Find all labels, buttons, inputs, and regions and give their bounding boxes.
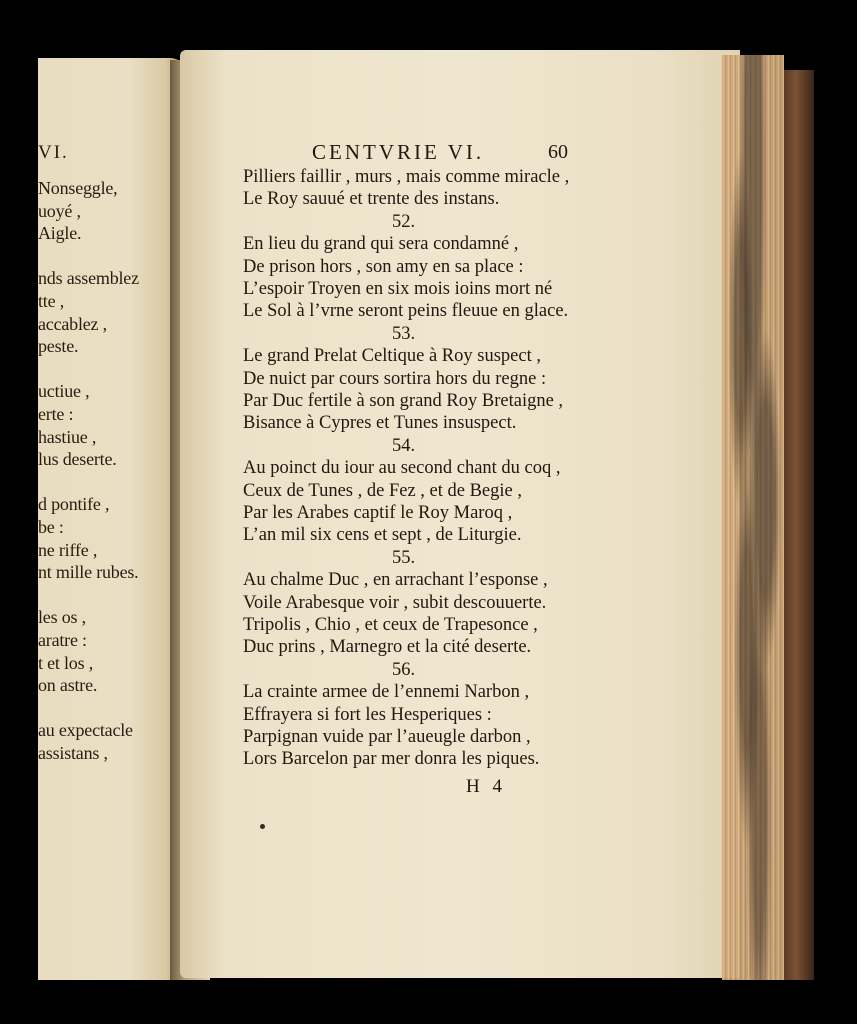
left-page-line: au expectacle <box>38 720 133 741</box>
verse-line: Lors Barcelon par mer donra les piques. <box>243 749 540 770</box>
verse-line: Par Duc fertile à son grand Roy Bretaigne , <box>243 391 564 411</box>
quatrain-number: 56. <box>392 659 416 680</box>
verse-line: Duc prins , Marnegro et la cité deserte. <box>243 637 532 658</box>
verse-line: Par les Arabes captif le Roy Maroq , <box>243 503 513 523</box>
left-page-line: uctiue , <box>38 381 90 402</box>
left-page-line: accablez , <box>38 313 107 334</box>
verse-line: De prison hors , son amy en sa place : <box>243 256 524 277</box>
left-page-line: ne riffe , <box>38 539 98 560</box>
signature-mark: H 4 <box>466 776 506 797</box>
left-page-line: on astre. <box>38 675 98 696</box>
left-page-line: d pontife , <box>38 494 110 515</box>
left-page-line: hastiue , <box>38 426 97 447</box>
quatrain-number: 53. <box>392 323 416 344</box>
quatrain-number: 52. <box>392 211 416 232</box>
left-page-line: les os , <box>38 607 86 628</box>
left-page-line: nds assemblez <box>38 268 139 289</box>
left-page-line: Aigle. <box>38 223 82 244</box>
verse-line: Parpignan vuide par l’aueugle darbon , <box>243 727 531 747</box>
left-running-head: VI. <box>38 142 69 163</box>
left-page-line: peste. <box>38 336 79 357</box>
verse-line: Tripolis , Chio , et ceux de Trapesonce , <box>243 615 538 635</box>
left-page-line: assistans , <box>38 743 108 763</box>
verse-line: Au poinct du iour au second chant du coq , <box>243 458 561 479</box>
left-page-line: Nonseggle, <box>38 178 118 198</box>
verse-line: En lieu du grand qui sera condamné , <box>243 234 519 255</box>
verse-line: Voile Arabesque voir , subit descouuerte. <box>243 592 547 613</box>
verse-line: L’an mil six cens et sept , de Liturgie. <box>243 525 522 546</box>
left-page-line: aratre : <box>38 630 87 650</box>
left-page-line: be : <box>38 517 64 537</box>
verse-line: Effrayera si fort les Hesperiques : <box>243 704 492 725</box>
left-page-line: lus deserte. <box>38 449 117 470</box>
left-page-line: t et los , <box>38 652 93 673</box>
verse-line: Le Sol à l’vrne seront peins fleuue en glace. <box>243 301 569 322</box>
quatrain-number: 54. <box>392 435 416 456</box>
verse-line: Bisance à Cypres et Tunes insuspect. <box>243 413 517 434</box>
verse-line: Pilliers faillir , murs , mais comme miracle , <box>243 167 570 187</box>
left-page-line: nt mille rubes. <box>38 562 139 583</box>
verse-line: La crainte armee de l’ennemi Narbon , <box>243 682 530 703</box>
ink-speck <box>260 824 265 829</box>
book-spine <box>784 70 814 980</box>
left-page-line: erte : <box>38 404 74 424</box>
left-page-line: uoyé , <box>38 200 81 221</box>
verse-line: L’espoir Troyen en six mois ioins mort né <box>243 279 553 299</box>
quatrain-number: 55. <box>392 547 416 568</box>
page-number: 60 <box>548 141 568 163</box>
verse-line: Au chalme Duc , en arrachant l’esponse , <box>243 570 548 591</box>
verse-line: Ceux de Tunes , de Fez , et de Begie , <box>243 480 522 501</box>
running-head: CENTVRIE VI. <box>312 140 485 164</box>
verse-line: Le grand Prelat Celtique à Roy suspect , <box>243 346 541 367</box>
verse-line: De nuict par cours sortira hors du regne : <box>243 368 547 389</box>
left-page <box>38 58 188 980</box>
verse-line: Le Roy sauué et trente des instans. <box>243 189 500 210</box>
left-page-line: tte , <box>38 291 64 311</box>
marbled-edge <box>722 55 784 980</box>
